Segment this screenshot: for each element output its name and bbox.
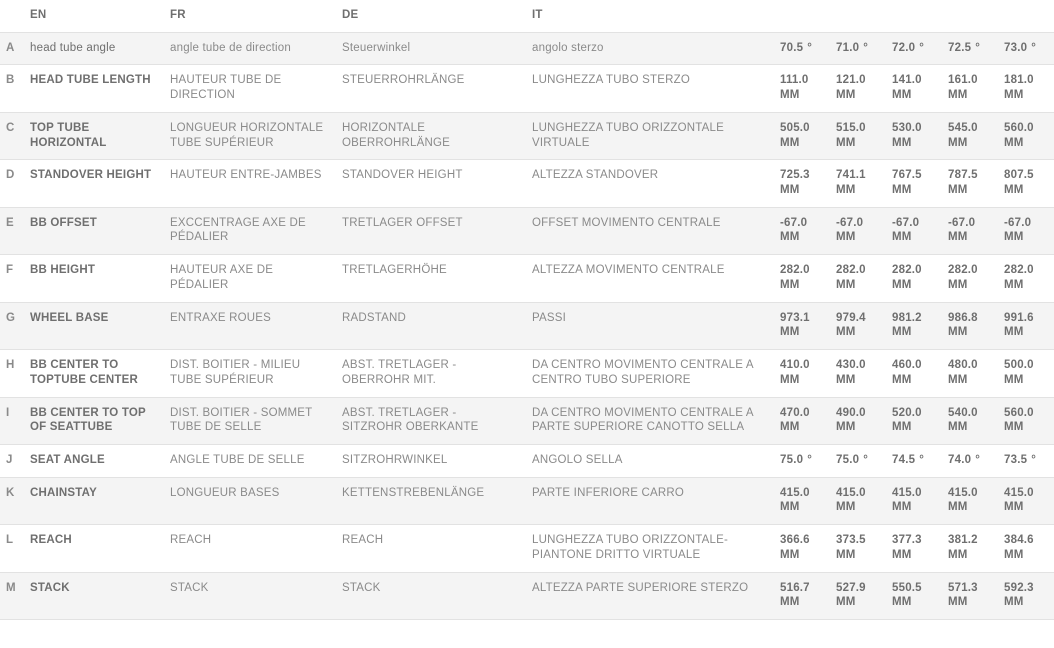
table-row [0, 112, 1054, 159]
value-number: 377.3 [892, 534, 922, 547]
row-value [998, 477, 1054, 524]
value-unit: MM [780, 231, 800, 244]
row-value [830, 65, 886, 112]
row-label-de: STANDOVER HEIGHT [336, 160, 526, 207]
value-number: 470.0 [780, 406, 810, 419]
row-label-en: head tube angle [24, 32, 164, 65]
row-value [774, 302, 830, 349]
header-size-4 [942, 0, 998, 32]
value-unit: MM [892, 373, 912, 386]
row-value [998, 302, 1054, 349]
table-body [0, 32, 1054, 619]
row-value [998, 160, 1054, 207]
row-key: A [0, 32, 24, 65]
value-number: 75.0 [780, 453, 804, 466]
value-number: 72.5 [948, 41, 972, 54]
value-number: 767.5 [892, 169, 922, 182]
row-value [886, 397, 942, 444]
row-value [830, 160, 886, 207]
row-value [886, 525, 942, 572]
value-unit: MM [1004, 421, 1024, 434]
row-label-de: SITZROHRWINKEL [336, 444, 526, 477]
header-en: EN [24, 0, 164, 32]
header-size-3 [886, 0, 942, 32]
row-value [830, 207, 886, 254]
header-row [0, 0, 1054, 32]
table-header [0, 0, 1054, 32]
row-label-fr: DIST. BOITIER - SOMMET TUBE DE SELLE [164, 397, 336, 444]
header-size-2 [830, 0, 886, 32]
row-value [774, 160, 830, 207]
row-key: B [0, 65, 24, 112]
row-label-fr: HAUTEUR TUBE DE DIRECTION [164, 65, 336, 112]
value-unit: ° [807, 453, 812, 466]
value-unit: ° [919, 453, 924, 466]
value-number: 480.0 [948, 359, 978, 372]
row-label-de: ABST. TRETLAGER - OBERROHR MIT. [336, 350, 526, 397]
row-key: I [0, 397, 24, 444]
table-row [0, 255, 1054, 302]
row-label-de: STACK [336, 572, 526, 619]
value-unit: MM [1004, 326, 1024, 339]
row-value [886, 255, 942, 302]
value-number: 282.0 [948, 264, 978, 277]
value-number: 415.0 [780, 486, 810, 499]
value-number: 181.0 [1004, 74, 1034, 87]
value-unit: MM [948, 184, 968, 197]
value-unit: MM [892, 326, 912, 339]
table-row [0, 160, 1054, 207]
row-value [998, 444, 1054, 477]
row-label-fr: REACH [164, 525, 336, 572]
value-number: 141.0 [892, 74, 922, 87]
value-unit: MM [892, 184, 912, 197]
row-value [774, 255, 830, 302]
value-number: -67.0 [1004, 216, 1032, 229]
value-number: 527.9 [836, 581, 866, 594]
row-value [998, 65, 1054, 112]
row-label-it: LUNGHEZZA TUBO STERZO [526, 65, 774, 112]
value-unit: ° [919, 41, 924, 54]
value-unit: MM [1004, 89, 1024, 102]
row-value [998, 572, 1054, 619]
row-label-en: WHEEL BASE [24, 302, 164, 349]
row-label-en: TOP TUBE HORIZONTAL [24, 112, 164, 159]
value-number: 111.0 [780, 74, 809, 87]
value-number: 973.1 [780, 311, 810, 324]
value-unit: MM [780, 421, 800, 434]
row-value [942, 572, 998, 619]
value-unit: MM [780, 548, 800, 561]
row-value [774, 350, 830, 397]
header-de: DE [336, 0, 526, 32]
row-value [774, 207, 830, 254]
row-value [830, 444, 886, 477]
value-unit: MM [1004, 231, 1024, 244]
row-label-fr: angle tube de direction [164, 32, 336, 65]
row-key: G [0, 302, 24, 349]
value-unit: MM [780, 373, 800, 386]
value-number: 415.0 [836, 486, 866, 499]
row-label-en: BB CENTER TO TOP OF SEATTUBE [24, 397, 164, 444]
row-value [830, 350, 886, 397]
row-key: L [0, 525, 24, 572]
value-number: 282.0 [1004, 264, 1034, 277]
value-number: 74.5 [892, 453, 916, 466]
table-row [0, 397, 1054, 444]
value-number: 516.7 [780, 581, 810, 594]
value-number: 415.0 [892, 486, 922, 499]
table-row [0, 207, 1054, 254]
value-unit: ° [807, 41, 812, 54]
value-unit: ° [1031, 453, 1036, 466]
value-number: 560.0 [1004, 406, 1034, 419]
row-label-fr: ENTRAXE ROUES [164, 302, 336, 349]
row-label-fr: HAUTEUR AXE DE PÉDALIER [164, 255, 336, 302]
row-value [998, 525, 1054, 572]
row-value [942, 302, 998, 349]
value-unit: MM [836, 184, 856, 197]
header-size-5 [998, 0, 1054, 32]
value-number: 121.0 [836, 74, 866, 87]
value-number: 460.0 [892, 359, 922, 372]
value-number: -67.0 [948, 216, 976, 229]
value-unit: MM [836, 278, 856, 291]
row-label-en: STACK [24, 572, 164, 619]
value-unit: MM [836, 421, 856, 434]
value-number: 366.6 [780, 534, 810, 547]
header-fr: FR [164, 0, 336, 32]
value-number: 74.0 [948, 453, 972, 466]
row-label-it: LUNGHEZZA TUBO ORIZZONTALE VIRTUALE [526, 112, 774, 159]
row-value [886, 160, 942, 207]
value-number: 373.5 [836, 534, 866, 547]
value-number: 415.0 [1004, 486, 1034, 499]
value-number: 282.0 [836, 264, 866, 277]
value-unit: MM [948, 278, 968, 291]
value-unit: ° [975, 453, 980, 466]
row-value [942, 255, 998, 302]
value-unit: MM [948, 373, 968, 386]
value-number: 545.0 [948, 121, 978, 134]
value-unit: MM [836, 89, 856, 102]
row-label-it: DA CENTRO MOVIMENTO CENTRALE A CENTRO TUBO SUPERIORE [526, 350, 774, 397]
row-value [942, 350, 998, 397]
value-unit: MM [1004, 548, 1024, 561]
value-number: 741.1 [836, 169, 866, 182]
value-unit: MM [1004, 596, 1024, 609]
value-number: 70.5 [780, 41, 804, 54]
value-unit: MM [836, 231, 856, 244]
value-unit: MM [780, 278, 800, 291]
value-unit: MM [780, 184, 800, 197]
value-unit: MM [836, 501, 856, 514]
row-label-en: SEAT ANGLE [24, 444, 164, 477]
row-value [830, 525, 886, 572]
value-unit: MM [836, 548, 856, 561]
value-unit: MM [892, 278, 912, 291]
row-key: M [0, 572, 24, 619]
value-unit: MM [948, 326, 968, 339]
row-label-de: RADSTAND [336, 302, 526, 349]
value-number: 725.3 [780, 169, 810, 182]
value-number: 979.4 [836, 311, 866, 324]
row-value [886, 302, 942, 349]
table-row [0, 350, 1054, 397]
header-size-1 [774, 0, 830, 32]
value-number: 520.0 [892, 406, 922, 419]
value-number: 571.3 [948, 581, 978, 594]
value-unit: MM [948, 421, 968, 434]
value-unit: MM [836, 326, 856, 339]
row-label-de: ABST. TRETLAGER - SITZROHR OBERKANTE [336, 397, 526, 444]
value-unit: MM [948, 548, 968, 561]
row-label-en: STANDOVER HEIGHT [24, 160, 164, 207]
row-value [774, 444, 830, 477]
value-unit: MM [892, 421, 912, 434]
row-label-de: Steuerwinkel [336, 32, 526, 65]
row-label-it: OFFSET MOVIMENTO CENTRALE [526, 207, 774, 254]
row-value [774, 477, 830, 524]
row-value [942, 160, 998, 207]
row-value [886, 207, 942, 254]
value-number: 410.0 [780, 359, 810, 372]
row-label-it: ALTEZZA PARTE SUPERIORE STERZO [526, 572, 774, 619]
row-label-it: PARTE INFERIORE CARRO [526, 477, 774, 524]
row-label-en: BB CENTER TO TOPTUBE CENTER [24, 350, 164, 397]
value-unit: MM [1004, 184, 1024, 197]
table-row [0, 477, 1054, 524]
row-value [774, 572, 830, 619]
table-row [0, 302, 1054, 349]
value-unit: MM [780, 596, 800, 609]
value-unit: MM [1004, 501, 1024, 514]
value-number: 592.3 [1004, 581, 1034, 594]
row-value [942, 65, 998, 112]
row-label-it: ALTEZZA MOVIMENTO CENTRALE [526, 255, 774, 302]
row-label-fr: LONGUEUR HORIZONTALE TUBE SUPÉRIEUR [164, 112, 336, 159]
header-key [0, 0, 24, 32]
table-row [0, 65, 1054, 112]
value-unit: MM [836, 373, 856, 386]
row-value [998, 397, 1054, 444]
row-value [998, 32, 1054, 65]
row-value [886, 444, 942, 477]
value-unit: MM [892, 596, 912, 609]
value-number: 384.6 [1004, 534, 1034, 547]
row-value [942, 32, 998, 65]
row-value [830, 255, 886, 302]
row-value [998, 350, 1054, 397]
row-value [830, 477, 886, 524]
value-unit: MM [836, 136, 856, 149]
value-unit: MM [780, 501, 800, 514]
row-value [886, 112, 942, 159]
value-number: 381.2 [948, 534, 978, 547]
row-key: J [0, 444, 24, 477]
row-value [942, 207, 998, 254]
value-number: 415.0 [948, 486, 978, 499]
row-label-de: TRETLAGER OFFSET [336, 207, 526, 254]
value-number: 986.8 [948, 311, 978, 324]
row-label-en: HEAD TUBE LENGTH [24, 65, 164, 112]
row-key: F [0, 255, 24, 302]
row-value [830, 397, 886, 444]
value-number: 550.5 [892, 581, 922, 594]
row-key: E [0, 207, 24, 254]
row-value [830, 302, 886, 349]
value-number: 981.2 [892, 311, 922, 324]
row-label-it: ANGOLO SELLA [526, 444, 774, 477]
value-number: -67.0 [836, 216, 864, 229]
row-label-fr: DIST. BOITIER - MILIEU TUBE SUPÉRIEUR [164, 350, 336, 397]
row-value [886, 477, 942, 524]
value-number: 807.5 [1004, 169, 1034, 182]
row-label-it: ALTEZZA STANDOVER [526, 160, 774, 207]
value-unit: MM [1004, 373, 1024, 386]
value-unit: MM [892, 501, 912, 514]
value-number: -67.0 [780, 216, 808, 229]
value-unit: ° [863, 41, 868, 54]
table-row [0, 32, 1054, 65]
row-key: H [0, 350, 24, 397]
value-unit: MM [892, 136, 912, 149]
value-number: 282.0 [892, 264, 922, 277]
value-number: 71.0 [836, 41, 860, 54]
value-number: -67.0 [892, 216, 920, 229]
row-value [830, 572, 886, 619]
value-unit: MM [1004, 136, 1024, 149]
row-label-en: REACH [24, 525, 164, 572]
value-number: 75.0 [836, 453, 860, 466]
value-unit: MM [780, 136, 800, 149]
row-value [830, 32, 886, 65]
value-number: 161.0 [948, 74, 978, 87]
row-label-it: PASSI [526, 302, 774, 349]
row-key: C [0, 112, 24, 159]
value-number: 500.0 [1004, 359, 1034, 372]
value-unit: MM [892, 548, 912, 561]
row-key: D [0, 160, 24, 207]
row-label-fr: ANGLE TUBE DE SELLE [164, 444, 336, 477]
value-unit: MM [836, 596, 856, 609]
value-unit: MM [892, 89, 912, 102]
row-value [774, 32, 830, 65]
value-unit: ° [975, 41, 980, 54]
row-label-it: angolo sterzo [526, 32, 774, 65]
row-value [998, 255, 1054, 302]
value-number: 72.0 [892, 41, 916, 54]
row-label-it: DA CENTRO MOVIMENTO CENTRALE A PARTE SUPERIORE CANOTTO SELLA [526, 397, 774, 444]
value-unit: MM [948, 89, 968, 102]
value-number: 430.0 [836, 359, 866, 372]
row-label-de: TRETLAGERHÖHE [336, 255, 526, 302]
value-unit: MM [948, 231, 968, 244]
row-value [774, 112, 830, 159]
value-number: 787.5 [948, 169, 978, 182]
row-value [998, 112, 1054, 159]
table-row [0, 444, 1054, 477]
value-unit: MM [780, 89, 800, 102]
row-value [886, 350, 942, 397]
table-row [0, 525, 1054, 572]
row-label-de: REACH [336, 525, 526, 572]
value-number: 515.0 [836, 121, 866, 134]
value-unit: MM [948, 596, 968, 609]
value-unit: MM [892, 231, 912, 244]
value-unit: MM [948, 501, 968, 514]
row-key: K [0, 477, 24, 524]
row-label-it: LUNGHEZZA TUBO ORIZZONTALE-PIANTONE DRITTO VIRTUALE [526, 525, 774, 572]
value-number: 991.6 [1004, 311, 1034, 324]
row-label-en: BB HEIGHT [24, 255, 164, 302]
value-unit: ° [863, 453, 868, 466]
row-label-de: HORIZONTALE OBERROHRLÄNGE [336, 112, 526, 159]
row-value [830, 112, 886, 159]
row-value [998, 207, 1054, 254]
row-label-fr: LONGUEUR BASES [164, 477, 336, 524]
row-value [774, 525, 830, 572]
row-value [774, 65, 830, 112]
row-label-fr: HAUTEUR ENTRE-JAMBES [164, 160, 336, 207]
header-it: IT [526, 0, 774, 32]
row-label-de: STEUERROHRLÄNGE [336, 65, 526, 112]
value-number: 73.5 [1004, 453, 1028, 466]
value-number: 505.0 [780, 121, 810, 134]
row-value [886, 572, 942, 619]
value-number: 560.0 [1004, 121, 1034, 134]
row-value [942, 444, 998, 477]
row-value [942, 477, 998, 524]
row-label-en: BB OFFSET [24, 207, 164, 254]
row-label-fr: EXCCENTRAGE AXE DE PÉDALIER [164, 207, 336, 254]
row-label-fr: STACK [164, 572, 336, 619]
row-value [886, 32, 942, 65]
value-number: 530.0 [892, 121, 922, 134]
value-number: 540.0 [948, 406, 978, 419]
value-number: 490.0 [836, 406, 866, 419]
value-number: 282.0 [780, 264, 810, 277]
row-label-en: CHAINSTAY [24, 477, 164, 524]
row-label-de: KETTENSTREBENLÄNGE [336, 477, 526, 524]
value-unit: MM [1004, 278, 1024, 291]
row-value [886, 65, 942, 112]
value-unit: ° [1031, 41, 1036, 54]
value-unit: MM [780, 326, 800, 339]
table-row [0, 572, 1054, 619]
row-value [942, 525, 998, 572]
row-value [942, 112, 998, 159]
value-unit: MM [948, 136, 968, 149]
row-value [774, 397, 830, 444]
value-number: 73.0 [1004, 41, 1028, 54]
row-value [942, 397, 998, 444]
